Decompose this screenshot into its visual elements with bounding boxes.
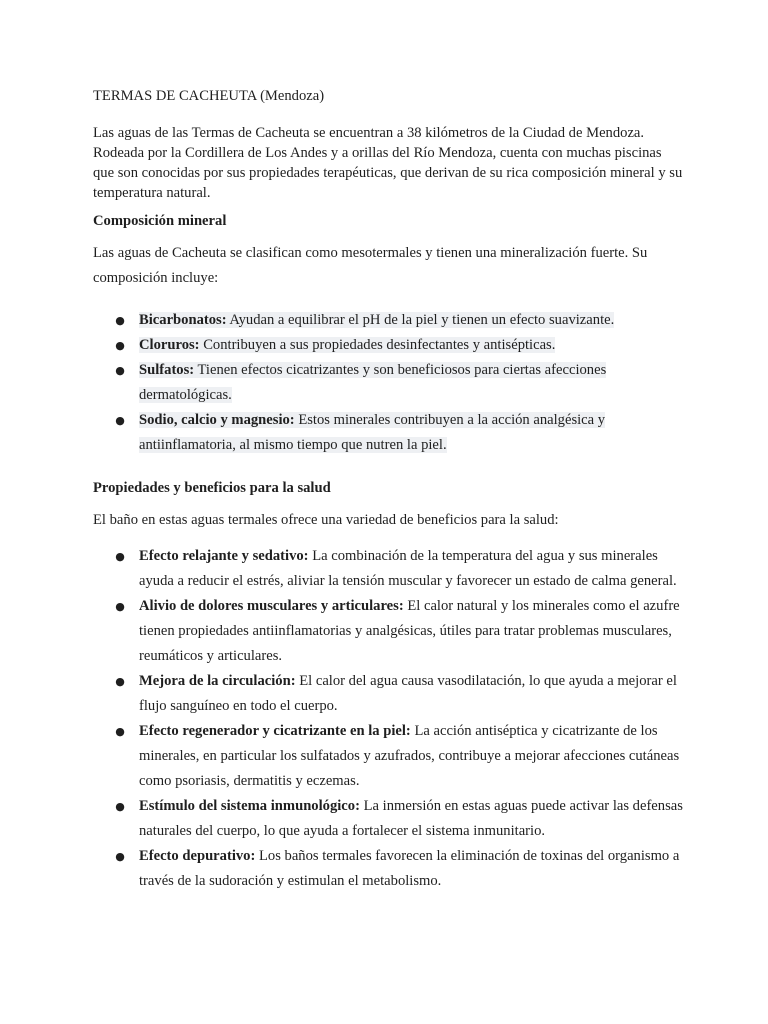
list-item xyxy=(93,844,683,894)
bullet-icon: ● xyxy=(115,850,125,863)
list-item-term: Cloruros: xyxy=(139,337,200,353)
bullet-icon: ● xyxy=(115,314,125,327)
list-item xyxy=(93,719,683,794)
intro-paragraph: Las aguas de las Termas de Cacheuta se encuentran a 38 kilómetros de la Ciudad de Mendoza. Rodeada por la Cordillera de Los Andes y a orillas del Río Mendoza, cuenta con muchas piscinas que son conocidas por sus propiedades terapéuticas, que derivan de su rica composición mineral y su temperatura natural. xyxy=(93,125,683,201)
bullet-icon: ● xyxy=(115,414,125,427)
list-item-text: El calor del agua causa vasodilatación, lo que ayuda a mejorar el flujo sanguíneo en todo el cuerpo. xyxy=(139,673,677,714)
list-item xyxy=(93,333,683,358)
list-item xyxy=(93,544,683,594)
list-item-text: La inmersión en estas aguas puede activar las defensas naturales del cuerpo, lo que ayuda a fortalecer el sistema inmunitario. xyxy=(139,798,683,839)
list-item-text: Tienen efectos cicatrizantes y son beneficiosos para ciertas afecciones dermatológicas. xyxy=(139,362,607,403)
bullet-icon: ● xyxy=(115,800,125,813)
bullet-icon: ● xyxy=(115,339,125,352)
document-body xyxy=(93,86,683,894)
list-item xyxy=(93,308,683,333)
bullet-icon: ● xyxy=(115,675,125,688)
list-item xyxy=(93,408,683,458)
bullet-icon: ● xyxy=(115,725,125,738)
document-title: TERMAS DE CACHEUTA (Mendoza) xyxy=(93,88,325,104)
section-paragraph-composicion: Las aguas de Cacheuta se clasifican como mesotermales y tienen una mineralización fuerte. Su composición incluye: xyxy=(93,245,648,286)
highlighted-text xyxy=(139,362,606,403)
mineral-list xyxy=(93,308,683,458)
highlighted-text xyxy=(139,312,614,328)
section-heading-beneficios: Propiedades y beneficios para la salud xyxy=(93,480,331,496)
section-heading-composicion: Composición mineral xyxy=(93,213,227,229)
list-item-term: Sulfatos: xyxy=(139,362,195,378)
list-item-term: Efecto regenerador y cicatrizante en la piel: xyxy=(139,723,411,739)
list-item-term: Estímulo del sistema inmunológico: xyxy=(139,798,360,814)
bullet-icon: ● xyxy=(115,550,125,563)
list-item-term: Mejora de la circulación: xyxy=(139,673,296,689)
list-item-text: Los baños termales favorecen la eliminación de toxinas del organismo a través de la sudoración y estimulan el metabolismo. xyxy=(139,848,680,889)
list-item xyxy=(93,594,683,669)
list-item-term: Alivio de dolores musculares y articulares: xyxy=(139,598,404,614)
list-item-text: La combinación de la temperatura del agua y sus minerales ayuda a reducir el estrés, aliviar la tensión muscular y favorecer un estado de calma general. xyxy=(139,548,677,589)
list-item-text: El calor natural y los minerales como el azufre tienen propiedades antiinflamatorias y analgésicas, útiles para tratar problemas musculares, reumáticos y articulares. xyxy=(139,598,680,664)
list-item-text: Ayudan a equilibrar el pH de la piel y tienen un efecto suavizante. xyxy=(226,312,615,328)
list-item-term: Efecto relajante y sedativo: xyxy=(139,548,309,564)
list-item-term: Sodio, calcio y magnesio: xyxy=(139,412,295,428)
bullet-icon: ● xyxy=(115,600,125,613)
list-item-term: Efecto depurativo: xyxy=(139,848,256,864)
list-item-text: La acción antiséptica y cicatrizante de los minerales, en particular los sulfatados y azufrados, contribuye a mejorar afecciones cutáneas como psoriasis, dermatitis y eczemas. xyxy=(139,723,680,789)
bullet-icon: ● xyxy=(115,364,125,377)
benefits-list xyxy=(93,544,683,894)
list-item-term: Bicarbonatos: xyxy=(139,312,227,328)
section-paragraph-beneficios: El baño en estas aguas termales ofrece una variedad de beneficios para la salud: xyxy=(93,512,559,528)
highlighted-text xyxy=(139,412,605,453)
list-item xyxy=(93,358,683,408)
list-item-text: Estos minerales contribuyen a la acción analgésica y antiinflamatoria, al mismo tiempo que nutren la piel. xyxy=(139,412,606,453)
highlighted-text xyxy=(139,337,555,353)
list-item xyxy=(93,669,683,719)
list-item xyxy=(93,794,683,844)
list-item-text: Contribuyen a sus propiedades desinfectantes y antisépticas. xyxy=(199,337,556,353)
